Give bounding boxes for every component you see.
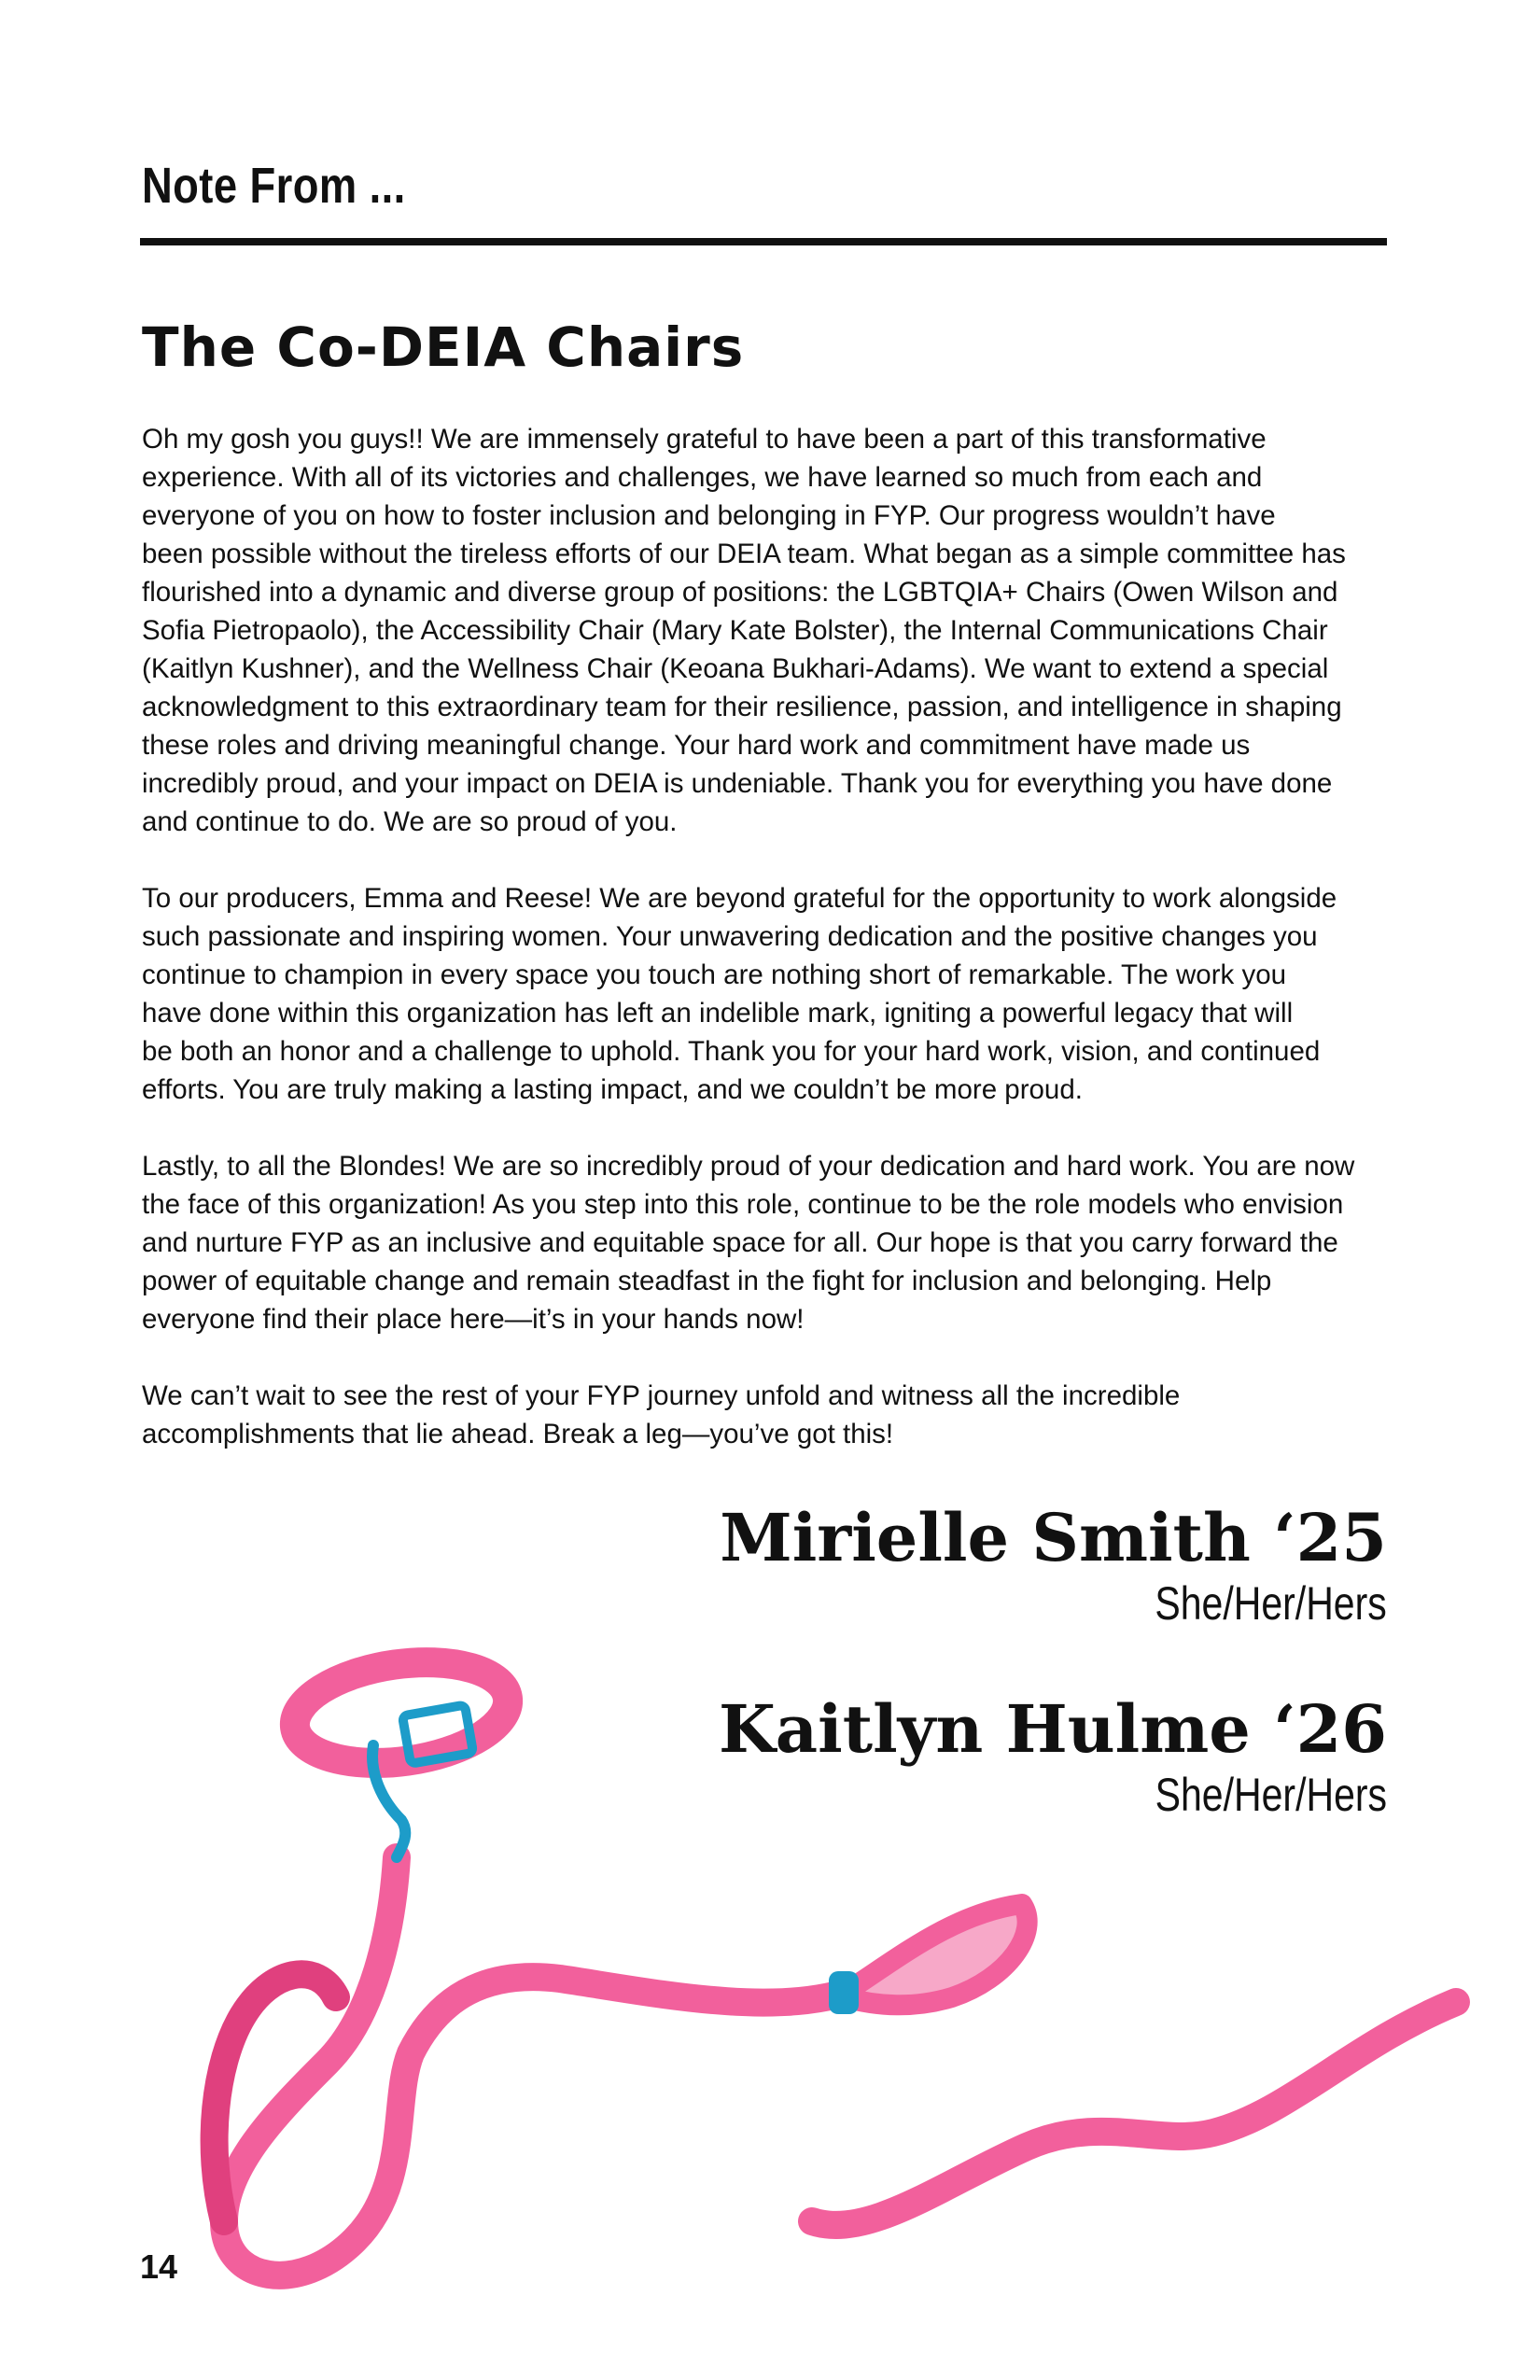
signature-name: Mirielle Smith ‘25 <box>720 1499 1387 1576</box>
collar <box>288 1650 514 1776</box>
text-line: Sofia Pietropaolo), the Accessibility Chair (Mary Kate Bolster), the Internal Communications Chair <box>142 615 1328 646</box>
text-line: Oh my gosh you guys!! We are immensely grateful to have been a part of this transformative <box>142 424 1267 455</box>
paragraph <box>142 1377 1402 1453</box>
text-line: incredibly proud, and your impact on DEIA is undeniable. Thank you for everything you have done <box>142 768 1333 799</box>
leash-clip <box>829 1971 859 2014</box>
leash-tail <box>812 2002 1456 2225</box>
text-line: continue to champion in every space you touch are nothing short of remarkable. The work you <box>142 959 1287 990</box>
text-line: such passionate and inspiring women. Your unwavering dedication and the positive changes you <box>142 921 1318 952</box>
text-line: have done within this organization has left an indelible mark, igniting a powerful legacy that will <box>142 998 1294 1029</box>
text-line: power of equitable change and remain steadfast in the fight for inclusion and belonging. Help <box>142 1266 1272 1296</box>
text-line: and nurture FYP as an inclusive and equitable space for all. Our hope is that you carry forward the <box>142 1227 1338 1258</box>
signature-pronouns: She/Her/Hers <box>1155 1577 1387 1630</box>
text-line: flourished into a dynamic and diverse group of positions: the LGBTQIA+ Chairs (Owen Wilson and <box>142 577 1338 608</box>
signature-block <box>720 1501 1387 1631</box>
text-line: We can’t wait to see the rest of your FYP journey unfold and witness all the incredible <box>142 1380 1181 1411</box>
collar-holes <box>317 1713 355 1731</box>
text-line: (Kaitlyn Kushner), and the Wellness Chair (Keoana Bukhari-Adams). We want to extend a special <box>142 653 1329 684</box>
text-line: Lastly, to all the Blondes! We are so incredibly proud of your dedication and hard work. You are now <box>142 1151 1355 1182</box>
section-label: Note From ... <box>142 158 406 214</box>
text-line: efforts. You are truly making a lasting impact, and we couldn’t be more proud. <box>142 1074 1083 1105</box>
text-line: acknowledgment to this extraordinary team for their resilience, passion, and intelligence in shaping <box>142 692 1342 722</box>
leash-strap <box>224 1857 845 2275</box>
text-line: the face of this organization! As you step into this role, continue to be the role models who envision <box>142 1189 1344 1220</box>
text-line: be both an honor and a challenge to uphold. Thank you for your hard work, vision, and continued <box>142 1036 1321 1067</box>
text-line: To our producers, Emma and Reese! We are beyond grateful for the opportunity to work alongside <box>142 883 1337 914</box>
text-line: everyone of you on how to foster inclusion and belonging in FYP. Our progress wouldn’t have <box>142 500 1276 531</box>
letter-body <box>142 420 1402 1491</box>
text-line: been possible without the tireless efforts of our DEIA team. What began as a simple committee has <box>142 539 1346 569</box>
page-heading: The Co-DEIA Chairs <box>142 315 745 379</box>
paragraph <box>142 879 1402 1109</box>
signature-pronouns: She/Her/Hers <box>1155 1769 1387 1821</box>
text-line: accomplishments that lie ahead. Break a leg—you’ve got this! <box>142 1419 894 1449</box>
text-line: and continue to do. We are so proud of you. <box>142 806 678 837</box>
text-line: experience. With all of its victories and challenges, we have learned so much from each and <box>142 462 1263 493</box>
leash-handle <box>845 1904 1028 2005</box>
paragraph <box>142 420 1402 841</box>
text-line: these roles and driving meaningful change. Your hard work and commitment have made us <box>142 730 1251 761</box>
page-number: 14 <box>140 2247 178 2286</box>
signature-name: Kaitlyn Hulme ‘26 <box>718 1690 1387 1768</box>
paragraph <box>142 1147 1402 1338</box>
text-line: everyone find their place here—it’s in your hands now! <box>142 1304 805 1335</box>
signature-block <box>719 1692 1387 1823</box>
section-divider <box>140 238 1387 245</box>
